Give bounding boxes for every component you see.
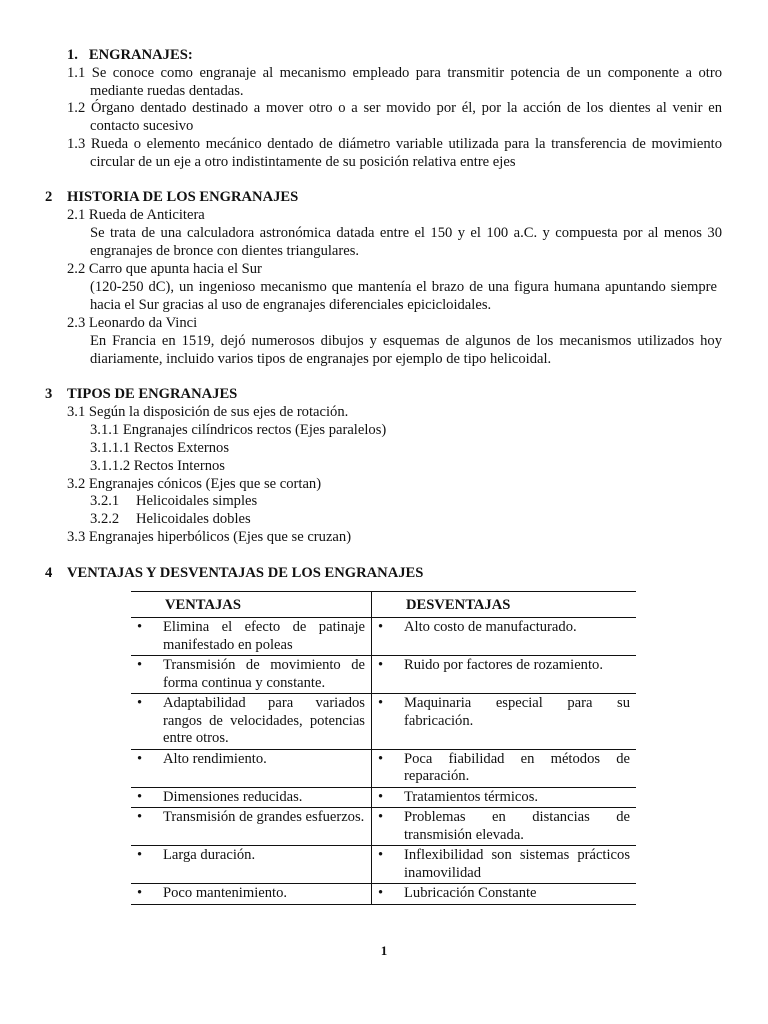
- section-4-number: 4: [45, 565, 53, 581]
- bullet-icon: •: [378, 885, 384, 901]
- bullet-icon: •: [137, 619, 143, 635]
- section-1-title: 1. ENGRANAJES:: [67, 47, 193, 63]
- item-3-1-1-2: 3.1.1.2 Rectos Internos: [90, 458, 225, 474]
- desventaja-text: Alto costo de manufacturado.: [404, 619, 577, 635]
- item-2-2-line-1: (120-250 dC), un ingenioso mecanismo que mantenía el brazo de una figura humana apuntando siempre: [90, 279, 717, 295]
- table-header-row: [131, 592, 636, 618]
- ventaja-cell: [131, 846, 372, 884]
- ventaja-cell: [131, 749, 372, 787]
- bullet-icon: •: [137, 657, 143, 673]
- item-3-2-2-number: 3.2.2: [90, 511, 120, 527]
- desventaja-cell: [372, 787, 637, 808]
- ventaja-cell: [131, 808, 372, 846]
- desventaja-text: Tratamientos térmicos.: [404, 788, 539, 805]
- ventaja-text: Transmisión de movimiento de forma continua y constante.: [163, 657, 365, 691]
- bullet-icon: •: [137, 788, 143, 805]
- item-1-2-line-2: contacto sucesivo: [90, 118, 194, 134]
- desventaja-cell: [372, 656, 637, 694]
- desventaja-text: Poca fiabilidad en métodos de reparación.: [404, 750, 630, 784]
- section-4-title: VENTAJAS Y DESVENTAJAS DE LOS ENGRANAJES: [67, 565, 424, 581]
- ventaja-cell: [131, 618, 372, 656]
- item-3-1-1: 3.1.1 Engranajes cilíndricos rectos (Ejes paralelos): [90, 422, 387, 438]
- ventaja-text: Transmisión de grandes esfuerzos.: [163, 809, 365, 825]
- item-3-1: 3.1 Según la disposición de sus ejes de rotación.: [67, 404, 349, 420]
- bullet-icon: •: [378, 750, 384, 767]
- item-3-2-1-text: Helicoidales simples: [136, 493, 258, 509]
- item-2-1-line-2: engranajes de bronce con dientes triangulares.: [90, 243, 360, 259]
- table-row: [131, 656, 636, 694]
- desventaja-text: Problemas en distancias de transmisión elevada.: [404, 809, 630, 843]
- desventaja-text: Lubricación Constante: [404, 885, 537, 901]
- header-desventajas: DESVENTAJAS: [372, 592, 637, 618]
- page-number: 1: [380, 943, 388, 958]
- table-row: [131, 846, 636, 884]
- ventaja-cell: [131, 694, 372, 750]
- bullet-icon: •: [137, 885, 143, 901]
- bullet-icon: •: [137, 809, 143, 825]
- desventaja-cell: [372, 846, 637, 884]
- ventaja-text: Larga duración.: [163, 847, 256, 863]
- bullet-icon: •: [378, 695, 384, 711]
- table-row: [131, 749, 636, 787]
- header-ventajas: VENTAJAS: [131, 592, 372, 618]
- item-1-3-line-1: 1.3 Rueda o elemento mecánico dentado de diámetro variable utilizada para la transferencia de movimiento: [67, 136, 722, 152]
- ventaja-text: Alto rendimiento.: [163, 750, 267, 767]
- section-2-title: HISTORIA DE LOS ENGRANAJES: [67, 189, 299, 205]
- ventaja-cell: [131, 787, 372, 808]
- desventaja-cell: [372, 749, 637, 787]
- bullet-icon: •: [137, 750, 143, 767]
- ventaja-text: Dimensiones reducidas.: [163, 788, 303, 805]
- item-2-2-heading: 2.2 Carro que apunta hacia el Sur: [67, 261, 262, 277]
- ventaja-text: Poco mantenimiento.: [163, 885, 288, 901]
- desventaja-text: Maquinaria especial para su fabricación.: [404, 695, 630, 729]
- bullet-icon: •: [137, 847, 143, 863]
- table-row: [131, 787, 636, 808]
- item-3-2-1-number: 3.2.1: [90, 493, 120, 509]
- bullet-icon: •: [378, 809, 384, 825]
- item-2-1-heading: 2.1 Rueda de Anticitera: [67, 207, 205, 223]
- item-3-3: 3.3 Engranajes hiperbólicos (Ejes que se cruzan): [67, 529, 352, 545]
- bullet-icon: •: [378, 619, 384, 635]
- item-3-2: 3.2 Engranajes cónicos (Ejes que se cortan): [67, 476, 322, 492]
- desventaja-cell: [372, 808, 637, 846]
- ventaja-text: Adaptabilidad para variados rangos de velocidades, potencias entre otros.: [163, 695, 365, 746]
- bullet-icon: •: [137, 695, 143, 711]
- table-row: [131, 694, 636, 750]
- pros-cons-table: [131, 591, 636, 905]
- item-1-1-line-1: 1.1 Se conoce como engranaje al mecanismo empleado para transmitir potencia de un componente a otro: [67, 65, 722, 81]
- item-3-2-2-text: Helicoidales dobles: [136, 511, 251, 527]
- table-row: [131, 884, 636, 905]
- desventaja-text: Ruido por factores de rozamiento.: [404, 657, 603, 673]
- bullet-icon: •: [378, 788, 384, 805]
- table-row: [131, 618, 636, 656]
- item-2-3-heading: 2.3 Leonardo da Vinci: [67, 315, 198, 331]
- item-1-3-line-2: circular de un eje a otro indistintamente de su posición relativa entre ejes: [90, 154, 516, 170]
- desventaja-cell: [372, 618, 637, 656]
- ventaja-text: Elimina el efecto de patinaje manifestado en poleas: [163, 619, 365, 653]
- item-1-1-line-2: mediante ruedas dentadas.: [90, 83, 244, 99]
- bullet-icon: •: [378, 847, 384, 863]
- desventaja-text: Inflexibilidad son sistemas prácticos inamovilidad: [404, 847, 630, 881]
- item-2-3-line-2: diariamente, incluido varios tipos de engranajes por ejemplo de tipo helicoidal.: [90, 351, 552, 367]
- desventaja-cell: [372, 884, 637, 905]
- item-3-1-1-1: 3.1.1.1 Rectos Externos: [90, 440, 230, 456]
- section-3-title: TIPOS DE ENGRANAJES: [67, 386, 238, 402]
- item-2-3-line-1: En Francia en 1519, dejó numerosos dibujos y esquemas de algunos de los mecanismos utilizados hoy: [90, 333, 722, 349]
- ventaja-cell: [131, 884, 372, 905]
- bullet-icon: •: [378, 657, 384, 673]
- section-2-number: 2: [45, 189, 53, 205]
- item-1-2-line-1: 1.2 Órgano dentado destinado a mover otro o a ser movido por él, por la acción de los dientes al venir en: [67, 100, 722, 116]
- item-2-1-line-1: Se trata de una calculadora astronómica datada entre el 150 y el 100 a.C. y compuesta por al menos 30: [90, 225, 722, 241]
- ventaja-cell: [131, 656, 372, 694]
- section-3-number: 3: [45, 386, 53, 402]
- table-row: [131, 808, 636, 846]
- item-2-2-line-2: hacia el Sur gracias al uso de engranajes diferenciales epicicloidales.: [90, 297, 492, 313]
- desventaja-cell: [372, 694, 637, 750]
